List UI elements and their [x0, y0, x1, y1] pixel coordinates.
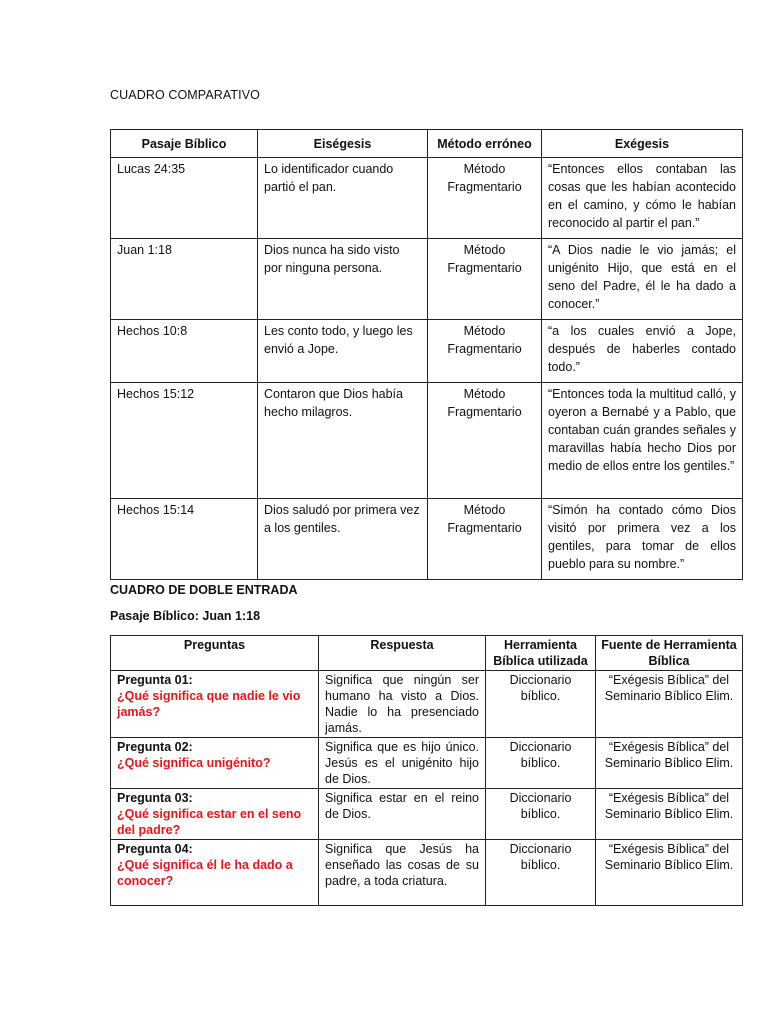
exegesis-cell: “Entonces ellos contaban las cosas que les habían acontecido en el camino, y cómo le habían reconocido al partir el pan.”	[542, 158, 743, 239]
exegesis-cell: “Entonces toda la multitud calló, y oyeron a Bernabé y a Pablo, que contaban cuán grandes señales y maravillas había hecho Dios por medio de ellos entre los gentiles.”	[542, 383, 743, 499]
eisegesis-cell: Lo identificador cuando partió el pan.	[258, 158, 428, 239]
table-header-row	[111, 636, 743, 671]
table-row	[111, 671, 743, 738]
exegesis-cell: “A Dios nadie le vio jamás; el unigénito Hijo, que está en el seno del Padre, él le ha dado a conocer.”	[542, 239, 743, 320]
double-entry-table	[110, 635, 743, 906]
question-text: ¿Qué significa que nadie le vio jamás?	[117, 689, 301, 719]
header-exegesis: Exégesis	[542, 130, 743, 158]
source-cell: “Exégesis Bíblica” del Seminario Bíblico Elim.	[596, 738, 743, 789]
answer-cell: Significa que es hijo único. Jesús es el unigénito hijo de Dios.	[319, 738, 486, 789]
tool-cell: Diccionario bíblico.	[486, 671, 596, 738]
question-text: ¿Qué significa él le ha dado a conocer?	[117, 858, 293, 888]
table-row	[111, 239, 743, 320]
question-text: ¿Qué significa estar en el seno del padre?	[117, 807, 302, 837]
eisegesis-cell: Dios saludó por primera vez a los gentiles.	[258, 499, 428, 580]
passage-cell: Hechos 15:14	[111, 499, 258, 580]
header-passage: Pasaje Bíblico	[111, 130, 258, 158]
table-header-row	[111, 130, 743, 158]
question-label: Pregunta 04:	[117, 842, 193, 856]
question-text: ¿Qué significa unigénito?	[117, 756, 271, 770]
comparative-table	[110, 129, 743, 580]
table-row	[111, 320, 743, 383]
table-row	[111, 789, 743, 840]
question-cell	[111, 840, 319, 906]
table-row	[111, 158, 743, 239]
passage-cell: Lucas 24:35	[111, 158, 258, 239]
tool-cell: Diccionario bíblico.	[486, 840, 596, 906]
answer-cell: Significa que ningún ser humano ha visto a Dios. Nadie lo ha presenciado jamás.	[319, 671, 486, 738]
header-questions: Preguntas	[111, 636, 319, 671]
passage-cell: Hechos 10:8	[111, 320, 258, 383]
source-cell: “Exégesis Bíblica” del Seminario Bíblico Elim.	[596, 789, 743, 840]
passage-cell: Hechos 15:12	[111, 383, 258, 499]
source-cell: “Exégesis Bíblica” del Seminario Bíblico Elim.	[596, 671, 743, 738]
header-tool: Herramienta Bíblica utilizada	[486, 636, 596, 671]
question-cell	[111, 789, 319, 840]
table-row	[111, 738, 743, 789]
method-cell: Método Fragmentario	[428, 239, 542, 320]
answer-cell: Significa estar en el reino de Dios.	[319, 789, 486, 840]
table-row	[111, 383, 743, 499]
method-cell: Método Fragmentario	[428, 158, 542, 239]
header-answer: Respuesta	[319, 636, 486, 671]
section1-title: CUADRO COMPARATIVO	[110, 88, 260, 102]
source-cell: “Exégesis Bíblica” del Seminario Bíblico Elim.	[596, 840, 743, 906]
method-cell: Método Fragmentario	[428, 383, 542, 499]
header-source: Fuente de Herramienta Bíblica	[596, 636, 743, 671]
header-eisegesis: Eiségesis	[258, 130, 428, 158]
question-label: Pregunta 03:	[117, 791, 193, 805]
section2-subtitle: Pasaje Bíblico: Juan 1:18	[110, 609, 261, 623]
answer-cell: Significa que Jesús ha enseñado las cosas de su padre, a toda criatura.	[319, 840, 486, 906]
exegesis-cell: “a los cuales envió a Jope, después de haberles contado todo.”	[542, 320, 743, 383]
exegesis-cell: “Simón ha contado cómo Dios visitó por primera vez a los gentiles, para tomar de ellos pueblo para su nombre.”	[542, 499, 743, 580]
question-label: Pregunta 01:	[117, 673, 193, 687]
passage-cell: Juan 1:18	[111, 239, 258, 320]
tool-cell: Diccionario bíblico.	[486, 738, 596, 789]
method-cell: Método Fragmentario	[428, 320, 542, 383]
eisegesis-cell: Les conto todo, y luego les envió a Jope.	[258, 320, 428, 383]
tool-cell: Diccionario bíblico.	[486, 789, 596, 840]
method-cell: Método Fragmentario	[428, 499, 542, 580]
question-cell	[111, 671, 319, 738]
eisegesis-cell: Dios nunca ha sido visto por ninguna persona.	[258, 239, 428, 320]
table-row	[111, 840, 743, 906]
question-label: Pregunta 02:	[117, 740, 193, 754]
table-row	[111, 499, 743, 580]
question-cell	[111, 738, 319, 789]
eisegesis-cell: Contaron que Dios había hecho milagros.	[258, 383, 428, 499]
header-method: Método erróneo	[428, 130, 542, 158]
section2-title: CUADRO DE DOBLE ENTRADA	[110, 583, 298, 597]
